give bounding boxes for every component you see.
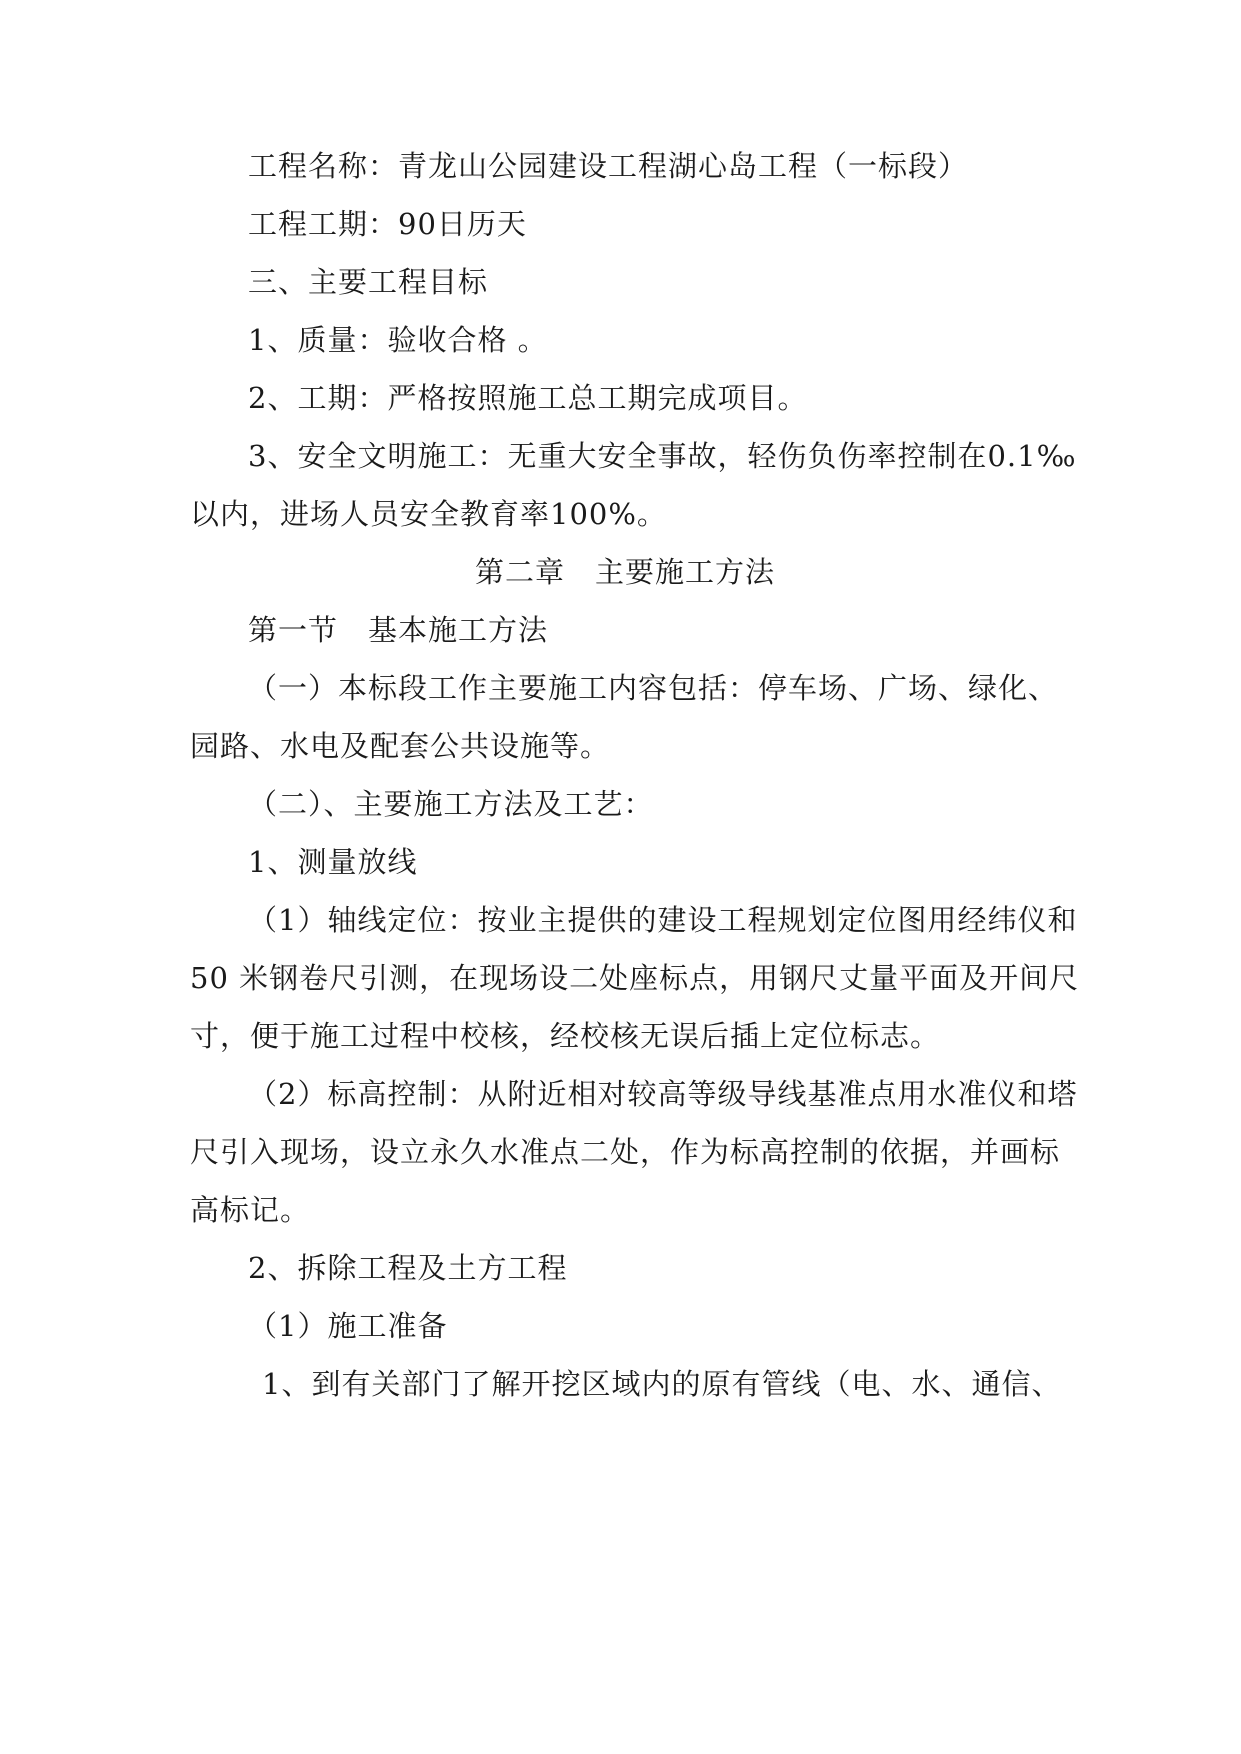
methods-heading: （二）、主要施工方法及工艺：: [248, 787, 654, 821]
chapter-heading: 第二章 主要施工方法: [474, 555, 775, 589]
goal-safety-line-cont: 以内，进场人员安全教育率100%。: [190, 497, 667, 531]
survey-heading: 1、测量放线: [248, 845, 418, 879]
axis-paragraph-line1: （1）轴线定位：按业主提供的建设工程规划定位图用经纬仪和: [248, 903, 1078, 937]
goal-quality-line: 1、质量：验收合格 。: [248, 323, 548, 357]
elevation-paragraph-line2: 尺引入现场，设立永久水准点二处，作为标高控制的依据，并画标: [190, 1135, 1061, 1169]
scope-paragraph-line2: 园路、水电及配套公共设施等。: [190, 729, 611, 763]
goal-schedule-line: 2、工期：严格按照施工总工期完成项目。: [248, 381, 808, 415]
demolition-heading: 2、拆除工程及土方工程: [248, 1251, 568, 1285]
scope-paragraph-line1: （一）本标段工作主要施工内容包括：停车场、广场、绿化、: [248, 671, 1059, 705]
axis-paragraph-line3: 寸，便于施工过程中校核，经校核无误后插上定位标志。: [190, 1019, 941, 1053]
section-heading: 第一节 基本施工方法: [248, 613, 549, 647]
preparation-item-1: 1、到有关部门了解开挖区域内的原有管线（电、水、通信、: [262, 1367, 1062, 1401]
project-name-line: 工程名称：青龙山公园建设工程湖心岛工程（一标段）: [248, 149, 969, 183]
goal-safety-line: 3、安全文明施工：无重大安全事故，轻伤负伤率控制在0.1‰: [248, 439, 1077, 473]
preparation-heading: （1）施工准备: [248, 1309, 448, 1343]
section-heading-goals: 三、主要工程目标: [248, 265, 489, 299]
project-duration-line: 工程工期：90日历天: [248, 207, 527, 241]
elevation-paragraph-line1: （2）标高控制：从附近相对较高等级导线基准点用水准仪和塔: [248, 1077, 1078, 1111]
axis-paragraph-line2: 50 米钢卷尺引测，在现场设二处座标点，用钢尺丈量平面及开间尺: [190, 961, 1080, 995]
elevation-paragraph-line3: 高标记。: [190, 1193, 311, 1227]
